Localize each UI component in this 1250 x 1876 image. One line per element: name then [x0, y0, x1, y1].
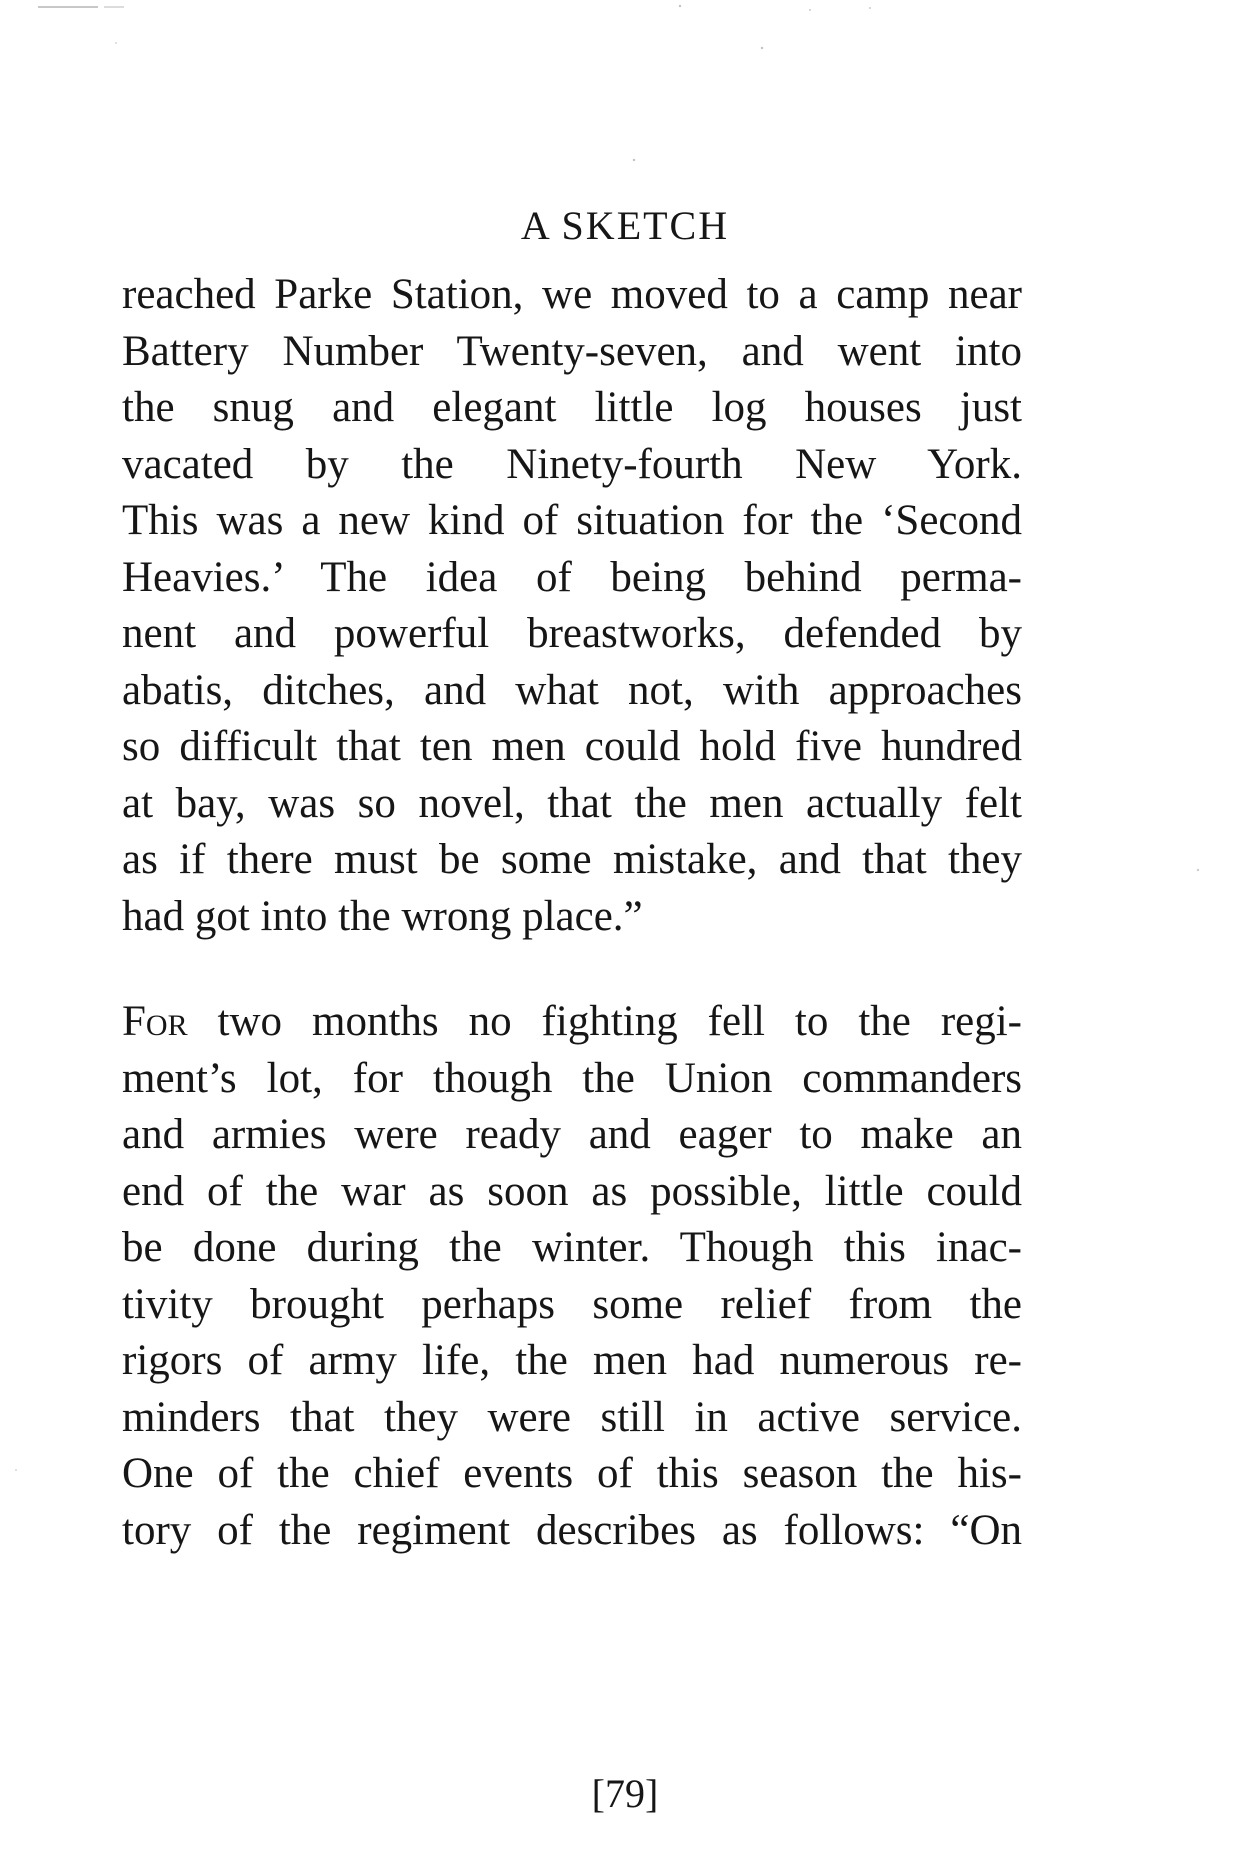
- text-line: Battery Number Twenty-seven, and went into: [122, 327, 1022, 375]
- text-line: minders that they were still in active service.: [122, 1393, 1022, 1441]
- text-line: end of the war as soon as possible, little could: [122, 1167, 1022, 1215]
- text-line: Heavies.’ The idea of being behind perma-: [122, 553, 1022, 601]
- text-line: and armies were ready and eager to make an: [122, 1111, 1022, 1158]
- text-line: nent and powerful breastworks, defended by: [122, 610, 1022, 657]
- text-line: the snug and elegant little log houses just: [122, 384, 1022, 431]
- text-line: had got into the wrong place.”: [122, 892, 643, 940]
- text-line: vacated by the Ninety-fourth New York.: [122, 440, 1022, 488]
- text-line: One of the chief events of this season the his-: [122, 1450, 1022, 1497]
- text-line: rigors of army life, the men had numerous re-: [122, 1337, 1022, 1384]
- text-line-rest: two months no fighting fell to the regi-: [187, 998, 1022, 1045]
- page-number: [79]: [591, 1771, 659, 1816]
- text-line: so difficult that ten men could hold five hundred: [122, 723, 1022, 770]
- text-line-first: [122, 994, 1022, 1051]
- text-line: reached Parke Station, we moved to a camp near: [122, 271, 1022, 318]
- text-line: be done during the winter. Though this inac-: [122, 1224, 1022, 1271]
- text-line: tory of the regiment describes as follows: “On: [122, 1506, 1022, 1554]
- paragraph-2: [122, 994, 1022, 1559]
- text-line: tivity brought perhaps some relief from the: [122, 1280, 1022, 1328]
- text-line: This was a new kind of situation for the ‘Second: [122, 497, 1022, 544]
- text-line: abatis, ditches, and what not, with approaches: [122, 666, 1022, 714]
- running-head: A SKETCH: [520, 203, 730, 248]
- text-line: at bay, was so novel, that the men actually felt: [122, 779, 1022, 827]
- paragraph-1: [122, 267, 1022, 945]
- text-line: ment’s lot, for though the Union commanders: [122, 1054, 1022, 1102]
- text-line: as if there must be some mistake, and that they: [122, 836, 1022, 883]
- small-caps-lead-in: For: [122, 998, 188, 1045]
